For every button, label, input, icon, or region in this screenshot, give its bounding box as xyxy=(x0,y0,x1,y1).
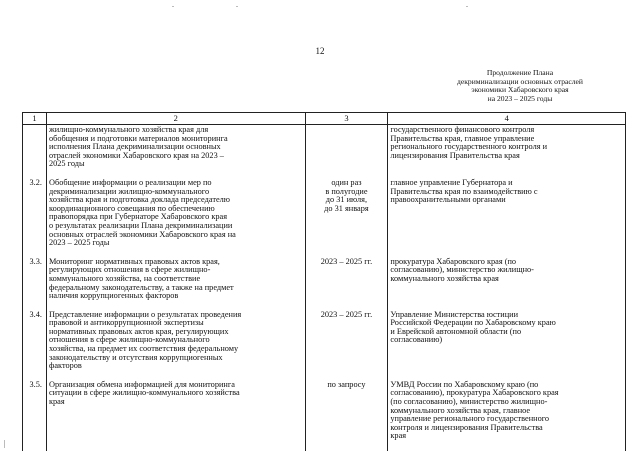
column-header-4: 4 xyxy=(388,113,626,125)
event-cell: Обобщение информации о реализации мер по декриминализации жилищно-коммунального хозяйства края и подготовка доклада председателю координационного совещания по обеспечению правопорядка при Губернаторе Хабаровского края о результатах реализации Плана декриминализации основных отраслей экономики Хабаровского края на 2023 – 2025 годы xyxy=(46,179,305,258)
executor-cell: УМВД России по Хабаровскому краю (по согласованию), прокуратура Хабаровского края (по согласованию), министерство жилищно- коммунального хозяйства края, главное управление регионального государственного контроля и лицензирования Правительства края xyxy=(388,381,626,451)
scan-mark-top-2 xyxy=(236,6,238,7)
continuation-line-1: Продолжение Плана xyxy=(486,68,554,77)
row-number: 3.5. xyxy=(23,381,47,451)
event-cell: Представление информации о результатах проведения правовой и антикоррупционной экспертизы нормативных правовых актов края, регулирующих отношения в сфере жилищно-коммунального хозяйства, на предмет их соответствия федеральному законодательству и отсутствия коррупциогенных факторов xyxy=(46,311,305,381)
scan-mark-top-3 xyxy=(466,6,468,7)
scan-mark-left xyxy=(4,440,5,448)
row-number: 3.2. xyxy=(23,179,47,258)
table-row xyxy=(23,381,626,451)
continuation-line-2: декриминализации основных отраслей xyxy=(456,76,583,86)
executor-cell: Управление Министерства юстиции Российской Федерации по Хабаровскому краю и Еврейской автономной области (по согласованию) xyxy=(388,311,626,381)
event-cell: Организация обмена информацией для мониторинга ситуации в сфере жилищно-коммунального хозяйства края xyxy=(46,381,305,451)
row-number: 3.3. xyxy=(23,258,47,311)
scan-mark-top-1 xyxy=(172,6,174,7)
period-cell: 2023 – 2025 гг. xyxy=(305,258,388,311)
table-row xyxy=(23,179,626,258)
executor-cell: главное управление Губернатора и Правительства края по взаимодействию с правоохранительными органами xyxy=(388,179,626,258)
table-row xyxy=(23,125,626,179)
row-number xyxy=(23,125,47,179)
period-cell: один раз в полугодие до 31 июля, до 31 января xyxy=(305,179,388,258)
continuation-line-4: на 2023 – 2025 годы xyxy=(487,93,553,103)
event-cell: Мониторинг нормативных правовых актов края, регулирующих отношения в сфере жилищно- коммунального хозяйства, на соответствие федеральному законодательству, а также на предмет наличия коррупциогенных факторов xyxy=(46,258,305,311)
period-cell xyxy=(305,125,388,179)
plan-table xyxy=(22,112,626,451)
column-header-3: 3 xyxy=(305,113,388,125)
continuation-heading xyxy=(410,69,630,103)
table-header-row xyxy=(23,113,626,125)
table-row xyxy=(23,311,626,381)
table-row xyxy=(23,258,626,311)
row-number: 3.4. xyxy=(23,311,47,381)
event-cell: жилищно-коммунального хозяйства края для обобщения и подготовки материалов мониторинга исполнения Плана декриминализации основных отраслей экономики Хабаровского края на 2023 – 2025 годы xyxy=(46,125,305,179)
executor-cell: прокуратура Хабаровского края (по согласованию), министерство жилищно- коммунального хозяйства края xyxy=(388,258,626,311)
column-header-2: 2 xyxy=(46,113,305,125)
period-cell: 2023 – 2025 гг. xyxy=(305,311,388,381)
period-cell: по запросу xyxy=(305,381,388,451)
column-header-1: 1 xyxy=(23,113,47,125)
page-number: 12 xyxy=(315,46,325,56)
continuation-line-3: экономики Хабаровского края xyxy=(471,85,569,95)
executor-cell: государственного финансового контроля Правительства края, главное управление регионального государственного контроля и лицензирования Правительства края xyxy=(388,125,626,179)
